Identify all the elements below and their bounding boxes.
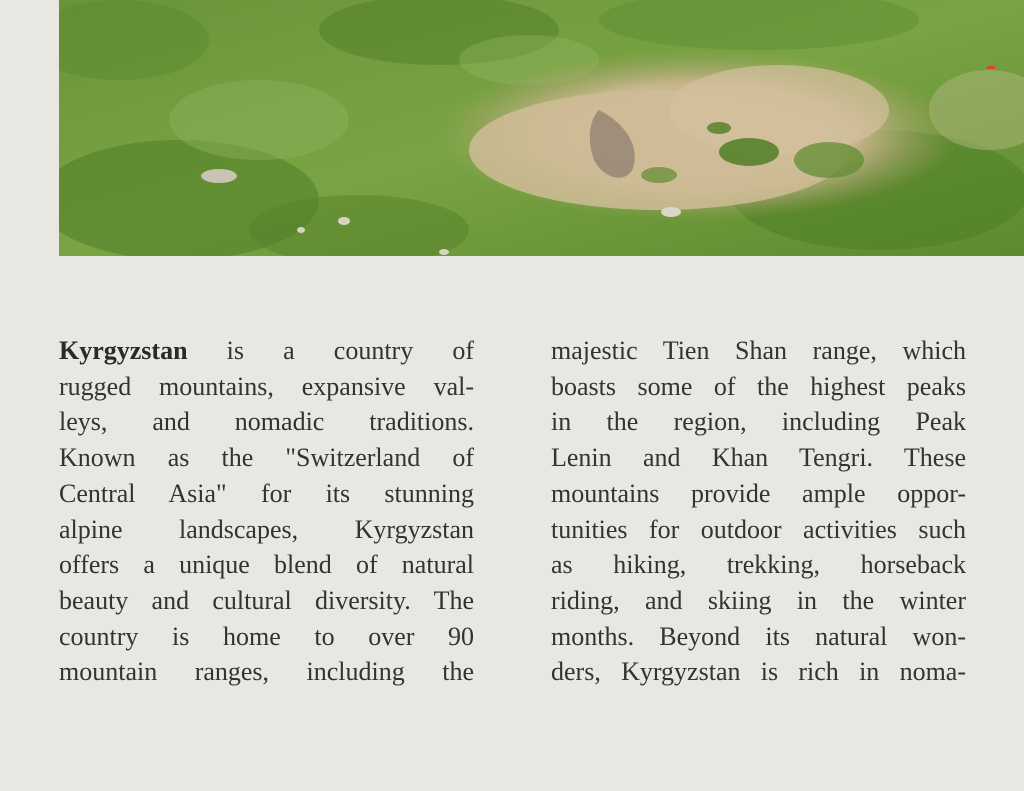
text-line: Known as the "Switzerland of: [59, 443, 474, 473]
text-line: boasts some of the highest peaks: [551, 371, 966, 401]
text-line: riding, and skiing in the winter: [551, 585, 966, 615]
text-line: majestic Tien Shan range, which: [551, 336, 966, 365]
text-line: Lenin and Khan Tengri. These: [551, 443, 966, 473]
text-line: months. Beyond its natural won-: [551, 621, 966, 651]
text-line: as hiking, trekking, horseback: [551, 550, 966, 580]
text-line: country is home to over 90: [59, 621, 474, 651]
grass-meadow-image: [59, 0, 1024, 256]
text-line: Kyrgyzstan is a country of: [59, 336, 474, 365]
text-line: ders, Kyrgyzstan is rich in noma-: [551, 657, 966, 687]
article-column-left: [59, 333, 474, 690]
text-line: in the region, including Peak: [551, 407, 966, 437]
text-line: mountains provide ample oppor-: [551, 478, 966, 508]
text-line: offers a unique blend of natural: [59, 550, 474, 580]
text-line: beauty and cultural diversity. The: [59, 585, 474, 615]
article-column-right: [551, 333, 966, 690]
text-line: alpine landscapes, Kyrgyzstan: [59, 514, 474, 544]
lead-word: Kyrgyzstan: [59, 336, 188, 365]
text-line: leys, and nomadic traditions.: [59, 407, 474, 437]
text-line: Central Asia" for its stunning: [59, 478, 474, 508]
text-line: rugged mountains, expansive val-: [59, 371, 474, 401]
text-line: mountain ranges, including the: [59, 657, 474, 687]
hero-photo-grass-meadow: [59, 0, 1024, 256]
text-line: tunities for outdoor activities such: [551, 514, 966, 544]
